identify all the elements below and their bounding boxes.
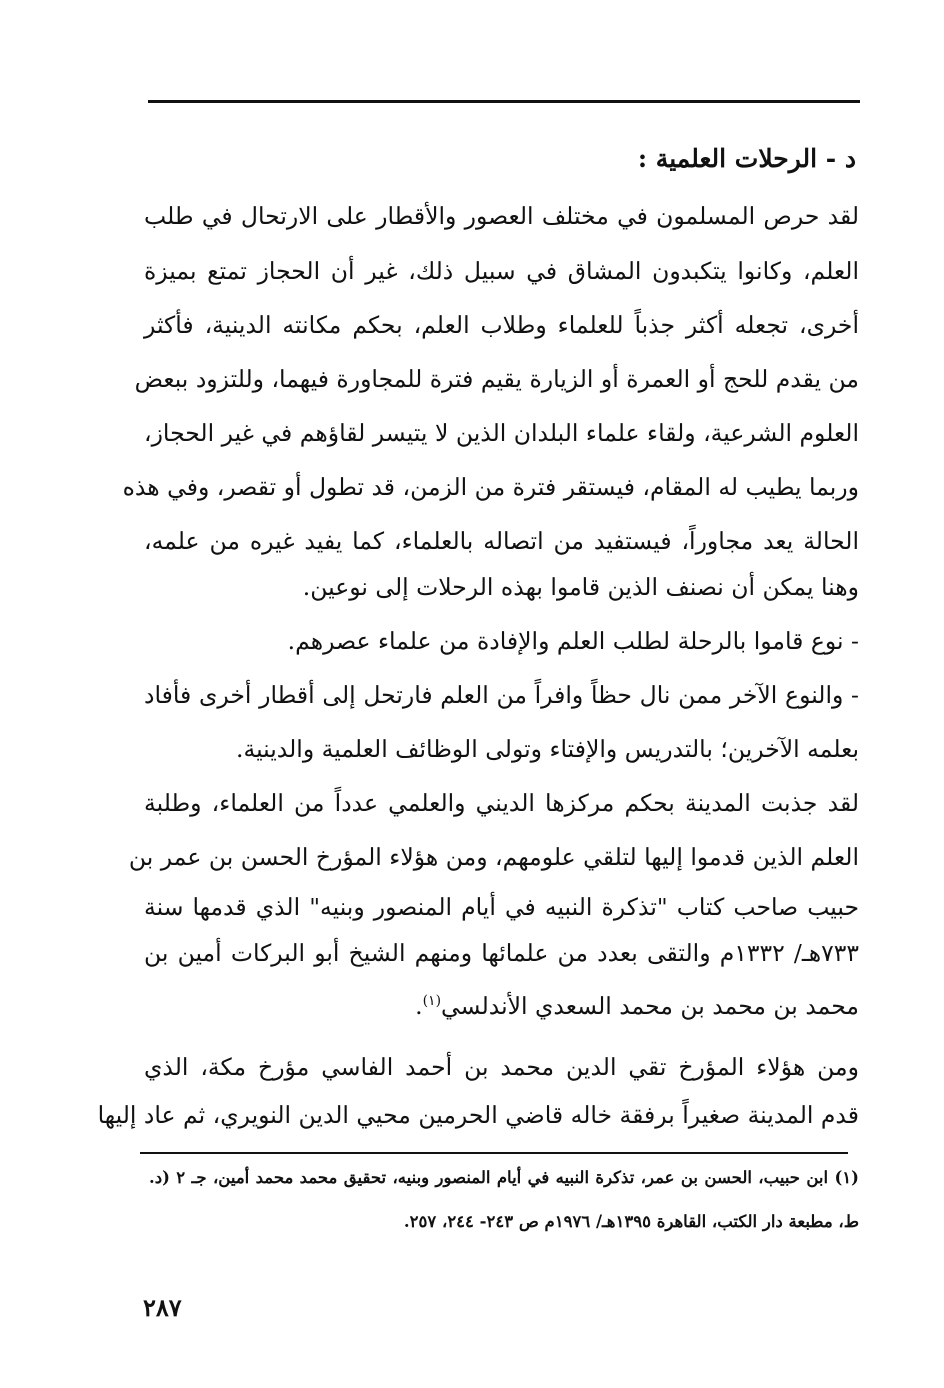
paragraph-1-line: العلوم الشرعية، ولقاء علماء البلدان الذين لا يتيسر لقاؤهم في غير الحجاز، — [144, 419, 859, 447]
paragraph-1-line: من يقدم للحج أو العمرة أو الزيارة يقيم فترة للمجاورة فيهما، وللتزود ببعض — [134, 365, 859, 393]
paragraph-1-line: لقد حرص المسلمون في مختلف العصور والأقطار على الارتحال في طلب — [144, 202, 859, 230]
paragraph-2-line: ٧٣٣هـ/ ١٣٣٢م والتقى بعدد من علمائها ومنهم الشيخ أبو البركات أمين بن — [144, 939, 859, 967]
paragraph-1-line: الحالة يعد مجاوراً، فيستفيد من اتصاله بالعلماء، كما يفيد غيره من علمه، — [144, 527, 859, 555]
page-number: ٢٨٧ — [143, 1293, 182, 1322]
paragraph-2-line — [144, 986, 859, 1021]
paragraph-1-line: العلم، وكانوا يتكبدون المشاق في سبيل ذلك، غير أن الحجاز تمتع بميزة — [144, 257, 859, 285]
paragraph-1-line: وربما يطيب له المقام، فيستقر فترة من الزمن، قد تطول أو تقصر، وفي هذه — [122, 473, 859, 501]
paragraph-2-line: العلم الذين قدموا إليها لتلقي علومهم، ومن هؤلاء المؤرخ الحسن بن عمر بن — [128, 843, 859, 871]
bullet-item-2-line: - والنوع الآخر ممن نال حظاً وافراً من العلم فارتحل إلى أقطار أخرى فأفاد — [144, 681, 859, 709]
paragraph-1-line: أخرى، تجعله أكثر جذباً للعلماء وطلاب العلم، بحكم مكانته الدينية، فأكثر — [144, 311, 859, 339]
bullet-item-1: - نوع قاموا بالرحلة لطلب العلم والإفادة من علماء عصرهم. — [287, 627, 859, 655]
footnote-line: ط، مطبعة دار الكتب، القاهرة ١٣٩٥هـ/ ١٩٧٦م ص ٢٤٣- ٢٤٤، ٢٥٧. — [403, 1212, 859, 1231]
bullet-item-2-line: بعلمه الآخرين؛ بالتدريس والإفتاء وتولى الوظائف العلمية والدينية. — [236, 735, 859, 763]
top-rule — [148, 100, 860, 103]
footnote-reference: (١) — [422, 993, 442, 1009]
section-heading: د - الرحلات العلمية : — [637, 144, 856, 173]
paragraph-3-line: ومن هؤلاء المؤرخ تقي الدين محمد بن أحمد الفاسي مؤرخ مكة، الذي — [144, 1053, 859, 1081]
paragraph-2-text: محمد بن محمد بن محمد السعدي الأندلسي — [441, 991, 859, 1020]
footnote-rule — [140, 1152, 848, 1154]
paragraph-2-end: . — [415, 991, 423, 1020]
footnote-line: (١) ابن حبيب، الحسن بن عمر، تذكرة النبيه في أيام المنصور وبنيه، تحقيق محمد محمد أمين، جـ ٢ (د. — [149, 1168, 859, 1187]
paragraph-2-line: لقد جذبت المدينة بحكم مركزها الديني والعلمي عدداً من العلماء، وطلبة — [144, 789, 859, 817]
paragraph-1-line: وهنا يمكن أن نصنف الذين قاموا بهذه الرحلات إلى نوعين. — [302, 573, 859, 601]
paragraph-2-line: حبيب صاحب كتاب "تذكرة النبيه في أيام المنصور وبنيه" الذي قدمها سنة — [144, 893, 859, 921]
paragraph-3-line: قدم المدينة صغيراً برفقة خاله قاضي الحرمين محيي الدين النويري، ثم عاد إليها — [97, 1101, 859, 1129]
